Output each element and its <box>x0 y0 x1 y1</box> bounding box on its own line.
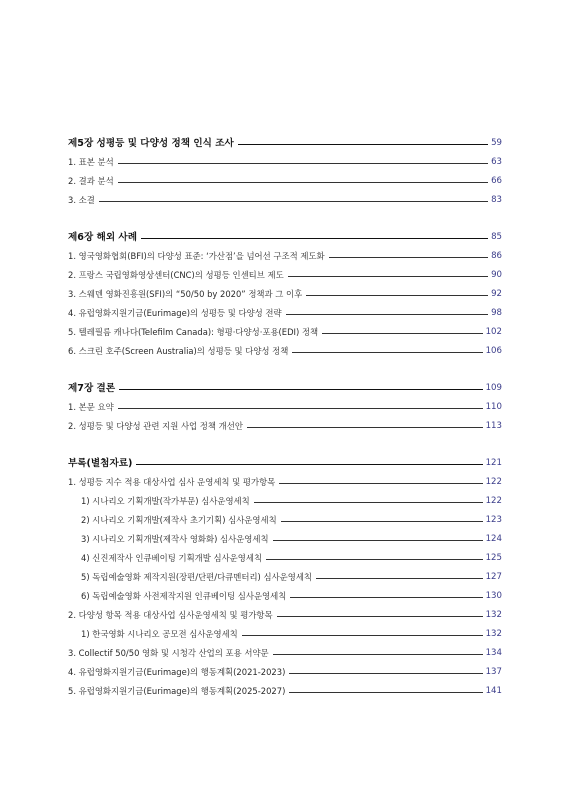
toc-entry-page-number: 132 <box>485 610 502 620</box>
toc-entry[interactable] <box>68 606 502 625</box>
dot-leader <box>273 654 483 655</box>
dot-leader <box>277 616 483 617</box>
toc-entry-page-number: 141 <box>485 686 502 696</box>
toc-subentry-page-number: 125 <box>485 553 502 563</box>
dot-leader <box>279 483 482 484</box>
dot-leader <box>289 673 482 674</box>
dot-leader <box>118 182 488 183</box>
dot-leader <box>289 692 482 693</box>
dot-leader <box>136 464 482 465</box>
dot-leader <box>329 257 488 258</box>
toc-entry-title: 6. 스크린 호주(Screen Australia)의 성평등 및 다양성 정책 <box>68 346 289 356</box>
toc-entry-page-number: 98 <box>491 308 502 318</box>
toc-entry-title: 1. 본문 요약 <box>68 402 114 412</box>
toc-entry[interactable] <box>68 473 502 492</box>
toc-subentry-page-number: 132 <box>485 629 502 639</box>
toc-entry-page-number: 90 <box>491 270 502 280</box>
toc-subentry-title: 2) 시나리오 기획개발(제작사 초기기획) 심사운영세칙 <box>81 515 277 525</box>
dot-leader <box>266 559 483 560</box>
toc-chapter[interactable] <box>68 134 502 153</box>
dot-leader <box>273 540 483 541</box>
toc-entry[interactable] <box>68 266 502 285</box>
dot-leader <box>290 597 482 598</box>
toc-entry-title: 1. 표본 분석 <box>68 157 114 167</box>
toc-entry-page-number: 92 <box>491 289 502 299</box>
toc-entry[interactable] <box>68 247 502 266</box>
toc-entry-page-number: 110 <box>485 402 502 412</box>
toc-entry-title: 1. 성평등 지수 적용 대상사업 심사 운영세칙 및 평가항목 <box>68 477 276 487</box>
toc-entry-title: 3. Collectif 50/50 영화 및 시청각 산업의 포용 서약문 <box>68 648 269 658</box>
toc-subentry[interactable] <box>68 587 502 606</box>
toc-entry-page-number: 122 <box>485 477 502 487</box>
toc-chapter-title: 제5장 성평등 및 다양성 정책 인식 조사 <box>68 138 234 149</box>
toc-subentry[interactable] <box>68 511 502 530</box>
toc-subentry-title: 6) 독립예술영화 사전제작지원 인큐베이팅 심사운영세칙 <box>81 591 287 601</box>
toc-subentry[interactable] <box>68 492 502 511</box>
toc-subentry-title: 1) 한국영화 시나리오 공모전 심사운영세칙 <box>81 629 238 639</box>
dot-leader <box>247 427 483 428</box>
toc-chapter[interactable] <box>68 454 502 473</box>
toc-subentry-page-number: 130 <box>485 591 502 601</box>
toc-entry[interactable] <box>68 398 502 417</box>
toc-chapter-title: 제7장 결론 <box>68 383 116 394</box>
toc-entry[interactable] <box>68 342 502 361</box>
toc-entry[interactable] <box>68 172 502 191</box>
toc-entry[interactable] <box>68 153 502 172</box>
dot-leader <box>119 389 483 390</box>
toc-entry-page-number: 106 <box>485 346 502 356</box>
toc-entry-page-number: 66 <box>491 176 502 186</box>
toc-entry-title: 1. 영국영화협회(BFI)의 다양성 표준: ‘가산점’을 넘어선 구조적 제도화 <box>68 251 325 261</box>
toc-subentry-page-number: 122 <box>485 496 502 506</box>
toc-subentry-page-number: 124 <box>485 534 502 544</box>
dot-leader <box>118 408 483 409</box>
table-of-contents <box>68 134 502 701</box>
toc-subentry-page-number: 123 <box>485 515 502 525</box>
dot-leader <box>242 635 483 636</box>
dot-leader <box>322 333 482 334</box>
toc-entry-page-number: 113 <box>485 421 502 431</box>
toc-entry-page-number: 134 <box>485 648 502 658</box>
dot-leader <box>141 238 488 239</box>
toc-entry[interactable] <box>68 663 502 682</box>
toc-entry-page-number: 137 <box>485 667 502 677</box>
toc-chapter-title: 제6장 해외 사례 <box>68 232 137 243</box>
dot-leader <box>281 521 483 522</box>
section-gap <box>68 210 502 228</box>
dot-leader <box>316 578 483 579</box>
toc-subentry-title: 5) 독립예술영화 제작지원(장편/단편/다큐멘터리) 심사운영세칙 <box>81 572 313 582</box>
toc-chapter-page-number: 85 <box>491 232 502 242</box>
dot-leader <box>292 352 482 353</box>
toc-entry-title: 4. 유럽영화지원기금(Eurimage)의 성평등 및 다양성 전략 <box>68 308 282 318</box>
toc-entry[interactable] <box>68 323 502 342</box>
toc-entry-title: 3. 소결 <box>68 195 95 205</box>
dot-leader <box>288 276 488 277</box>
dot-leader <box>254 502 483 503</box>
toc-subentry[interactable] <box>68 625 502 644</box>
toc-entry-title: 4. 유럽영화지원기금(Eurimage)의 행동계획(2021-2023) <box>68 667 286 677</box>
toc-chapter-title: 부록(별첨자료) <box>68 458 133 469</box>
dot-leader <box>238 144 488 145</box>
toc-entry-page-number: 86 <box>491 251 502 261</box>
toc-entry-title: 2. 결과 분석 <box>68 176 114 186</box>
toc-entry[interactable] <box>68 417 502 436</box>
toc-entry[interactable] <box>68 644 502 663</box>
toc-subentry[interactable] <box>68 549 502 568</box>
toc-entry-page-number: 83 <box>491 195 502 205</box>
dot-leader <box>306 295 488 296</box>
toc-entry[interactable] <box>68 304 502 323</box>
dot-leader <box>286 314 488 315</box>
toc-subentry-title: 3) 시나리오 기획개발(제작사 영화화) 심사운영세칙 <box>81 534 269 544</box>
toc-entry-title: 2. 성평등 및 다양성 관련 지원 사업 정책 개선안 <box>68 421 243 431</box>
toc-entry-title: 2. 프랑스 국립영화영상센터(CNC)의 성평등 인센티브 제도 <box>68 270 284 280</box>
toc-entry-title: 2. 다양성 항목 적용 대상사업 심사운영세칙 및 평가항목 <box>68 610 273 620</box>
dot-leader <box>118 163 488 164</box>
toc-chapter-page-number: 109 <box>485 383 502 393</box>
toc-entry[interactable] <box>68 191 502 210</box>
toc-entry[interactable] <box>68 682 502 701</box>
toc-chapter[interactable] <box>68 379 502 398</box>
toc-entry-title: 5. 유럽영화지원기금(Eurimage)의 행동계획(2025-2027) <box>68 686 286 696</box>
toc-subentry[interactable] <box>68 530 502 549</box>
toc-entry-page-number: 102 <box>485 327 502 337</box>
toc-subentry[interactable] <box>68 568 502 587</box>
toc-chapter-page-number: 59 <box>491 138 502 148</box>
toc-entry-title: 5. 텔레필름 캐나다(Telefilm Canada): 형평·다양성·포용(EDI) 정책 <box>68 327 319 337</box>
toc-entry[interactable] <box>68 285 502 304</box>
toc-chapter-page-number: 121 <box>485 458 502 468</box>
section-gap <box>68 361 502 379</box>
toc-subentry-page-number: 127 <box>485 572 502 582</box>
toc-chapter[interactable] <box>68 228 502 247</box>
section-gap <box>68 436 502 454</box>
toc-subentry-title: 1) 시나리오 기획개발(작가부문) 심사운영세칙 <box>81 496 250 506</box>
dot-leader <box>99 201 488 202</box>
toc-subentry-title: 4) 신진제작사 인큐베이팅 기획개발 심사운영세칙 <box>81 553 263 563</box>
toc-entry-page-number: 63 <box>491 157 502 167</box>
toc-entry-title: 3. 스웨덴 영화진흥원(SFI)의 “50/50 by 2020” 정책과 그 이후 <box>68 289 303 299</box>
